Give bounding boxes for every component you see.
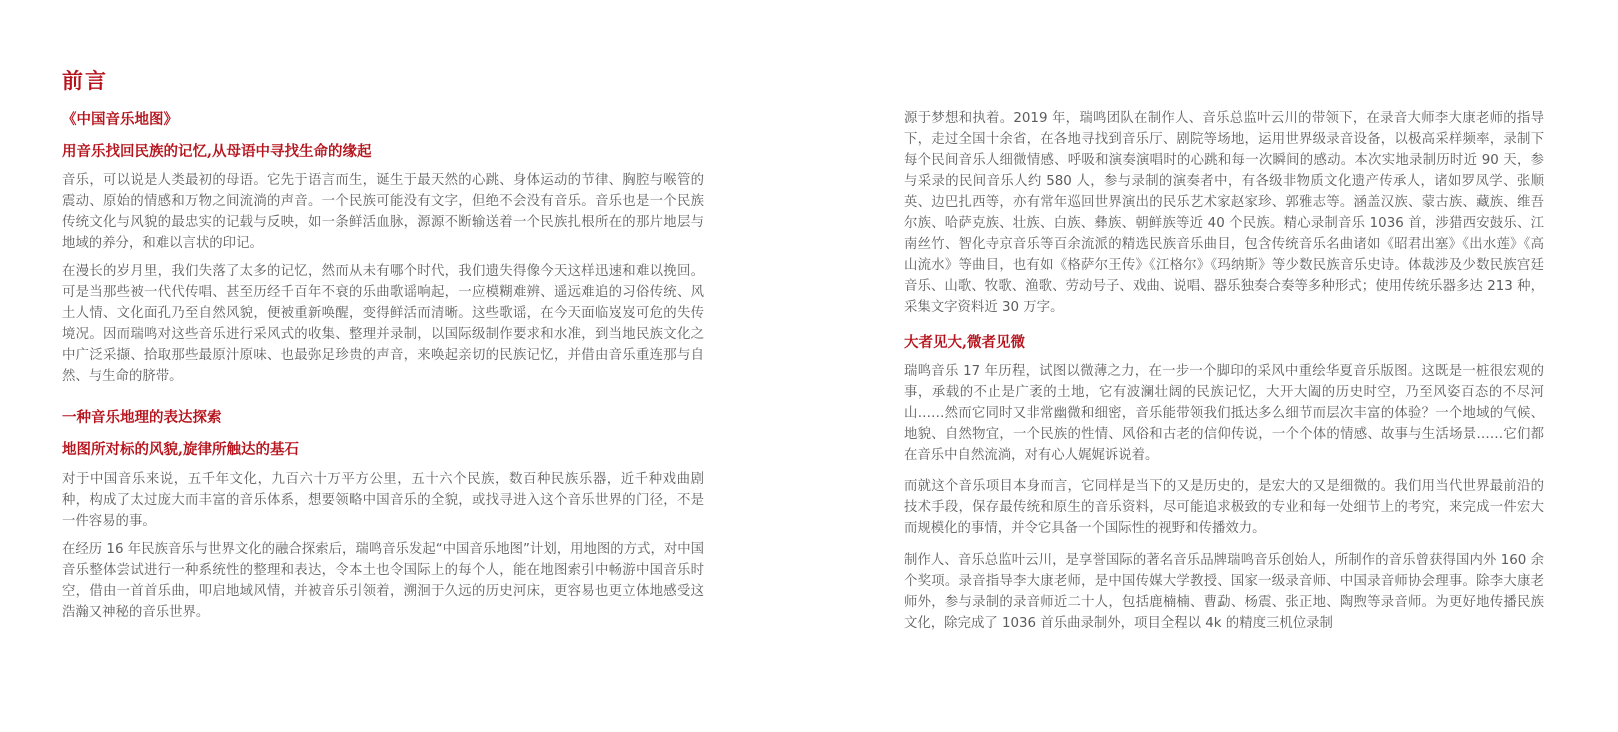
paragraph-producer-team: 制作人、音乐总监叶云川，是享誉国际的著名音乐品牌瑞鸣音乐创始人，所制作的音乐曾获得国内外 160 余个奖项。录音指导李大康老师，是中国传媒大学教授、国家一级录音师、中国录音师协会理事。除李大康老师外，参与录制的录音师近二十人，包括鹿楠楠、曹勐、杨震、张正地、陶煦等录音师。为更好地传播民族文化，除完成了 1036 首乐曲录制外，项目全程以 4k 的精度三机位录制 xyxy=(904,553,1544,631)
section-heading-big-and-small: 大者见大,微者见微 xyxy=(904,334,1026,351)
page-title: 前言 xyxy=(62,68,108,93)
paragraph-chinese-music-system: 对于中国音乐来说，五千年文化，九百六十万平方公里，五十六个民族，数百种民族乐器，近千种戏曲剧种，构成了太过庞大而丰富的音乐体系，想要领略中国音乐的全貌，或找寻进入这个音乐世界的门径，不是一件容易的事。 xyxy=(62,472,704,529)
paragraph-music-map-plan: 在经历 16 年民族音乐与世界文化的融合探索后，瑞鸣音乐发起“中国音乐地图”计划，用地图的方式，对中国音乐整体尝试进行一种系统性的整理和表达，令本土也令国际上的每个人，能在地图索引中畅游中国音乐时空，借由一首首乐曲，叩启地域风情，并被音乐引领着，溯洄于久远的历史河床，更容易也更立体地感受这浩瀚又神秘的音乐世界。 xyxy=(62,542,705,620)
book-title: 《中国音乐地图》 xyxy=(62,111,178,128)
paragraph-music-mother-tongue: 音乐，可以说是人类最初的母语。它先于语言而生，诞生于最天然的心跳、身体运动的节律、胸腔与喉管的震动、原始的情感和万物之间流淌的声音。一个民族可能没有文字，但绝不会没有音乐。音乐也是一个民族传统文化与风貌的最忠实的记载与反映，如一条鲜活血脉，源源不断输送着一个民族扎根所在的那片地层与地域的养分，和难以言状的印记。 xyxy=(62,173,704,251)
paragraph-17-years: 瑞鸣音乐 17 年历程，试图以微薄之力，在一步一个脚印的采风中重绘华夏音乐版图。这既是一桩很宏观的事，承载的不止是广袤的土地，它有波澜壮阔的民族记忆，大开大阖的历史时空，乃至风姿百态的不尽河山……然而它同时又非常幽微和细密，音乐能带领我们抵达多么细节而层次丰富的体验？一个地域的气候、地貌、自然物宜，一个民族的性情、风俗和古老的信仰传说，一个个体的情感、故事与生活场景……它们都在音乐中自然流淌，对有心人娓娓诉说着。 xyxy=(904,364,1544,463)
paragraph-recording-journey: 源于梦想和执着。2019 年，瑞鸣团队在制作人、音乐总监叶云川的带领下，在录音大师李大康老师的指导下，走过全国十余省，在各地寻找到音乐厅、剧院等场地，运用世界级录音设备，以极高采样频率，录制下每个民间音乐人细微情感、呼吸和演奏演唱时的心跳和每一次瞬间的感动。本次实地录制历时近 90 天，参与采录的民间音乐人约 580 人，参与录制的演奏者中，有各级非物质文化遗产传承人，诸如罗凤学、张顺英、边巴扎西等，亦有常年巡回世界演出的民乐艺术家赵家珍、郭雅志等。涵盖汉族、蒙古族、藏族、维吾尔族、哈萨克族、壮族、白族、彝族、朝鲜族等近 40 个民族。精心录制音乐 1036 首，涉猎西安鼓乐、江南丝竹、智化寺京音乐等百余流派的精选民族音乐曲目，包含传统音乐名曲诸如《昭君出塞》《出水莲》《高山流水》等曲目，也有如《格萨尔王传》《江格尔》《玛纳斯》等少数民族音乐史诗。体裁涉及少数民族宫廷音乐、山歌、牧歌、渔歌、劳动号子、戏曲、说唱、器乐独奏合奏等多种形式；使用传统乐器多达 213 种，采集文字资料近 30 万字。 xyxy=(904,111,1544,315)
section-heading-memory: 用音乐找回民族的记忆,从母语中寻找生命的缘起 xyxy=(62,143,372,160)
section-heading-music-geography: 一种音乐地理的表达探索 xyxy=(62,409,222,426)
section-heading-map-melody: 地图所对标的风貌,旋律所触达的基石 xyxy=(62,441,300,458)
paragraph-lost-memories: 在漫长的岁月里，我们失落了太多的记忆，然而从未有哪个时代，我们遗失得像今天这样迅速和难以挽回。可是当那些被一代代传唱、甚至历经千百年不衰的乐曲歌谣响起，一应模糊难辨、遥远难追的习俗传统、风土人情、文化面孔乃至自然风貌，便被重新唤醒，变得鲜活而清晰。这些歌谣，在今天面临岌岌可危的失传境况。因而瑞鸣对这些音乐进行采风式的收集、整理并录制，以国际级制作要求和水准，到当地民族文化之中广泛采撷、拾取那些最原汁原味、也最弥足珍贵的声音，来唤起亲切的民族记忆，并借由音乐重连那与自然、与生命的脐带。 xyxy=(62,264,704,384)
paragraph-project-itself: 而就这个音乐项目本身而言，它同样是当下的又是历史的，是宏大的又是细微的。我们用当代世界最前沿的技术手段，保存最传统和原生的音乐资料，尽可能追求极致的专业和每一处细节上的考究，来完成一件宏大而规模化的事情，并令它具备一个国际性的视野和传播效力。 xyxy=(904,479,1544,536)
